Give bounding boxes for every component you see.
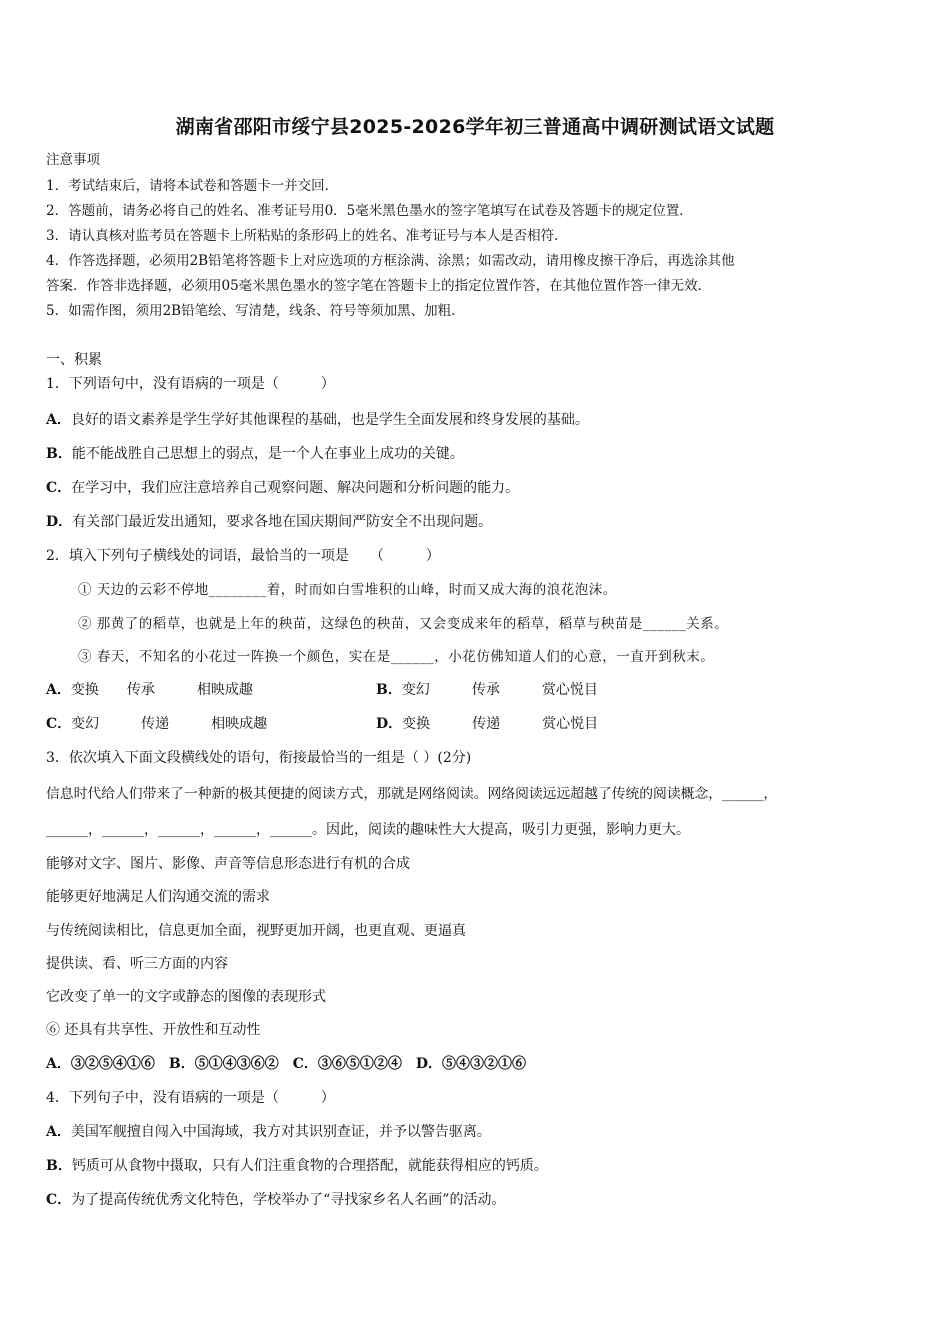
q3-item-6: ⑥ 还具有共享性、开放性和互动性 [46,1022,261,1038]
q3-item-1: 能够对文字、图片、影像、声音等信息形态进行有机的合成 [46,856,410,872]
section-heading: 一、积累 [46,352,102,368]
q3-passage-line-1: 信息时代给人们带来了一种新的极其便捷的阅读方式，那就是网络阅读。网络阅读远远超越了传统的阅读概念，______， [46,786,778,802]
notice-item-1: 1．考试结束后，请将本试卷和答题卡一并交回． [46,178,339,194]
option-letter: A． [46,412,71,428]
q2-option-b [376,680,598,700]
q1-option-c [46,478,519,498]
q1-stem: 1．下列语句中，没有语病的一项是（ ） [46,376,335,392]
option-text: 变换 传递 赏心悦目 [402,716,599,732]
q2-sentence-3: ③ 春天，不知名的小花过一阵换一个颜色，实在是______，小花仿佛知道人们的心意，一直开到秋末。 [78,649,715,665]
notice-item-2: 2．答题前，请务必将自己的姓名、准考证号用0．5毫米黑色墨水的签字笔填写在试卷及答题卡的规定位置． [46,203,693,219]
q2-sentence-1: ① 天边的云彩不停地________着，时而如白雪堆积的山峰，时而又成大海的浪花泡沫。 [78,582,617,598]
q2-stem: 2．填入下列句子横线处的词语，最恰当的一项是 （ ） [46,548,440,564]
q3-item-4: 提供读、看、听三方面的内容 [46,956,228,972]
notice-heading: 注意事项 [46,152,100,168]
notice-item-5: 5．如需作图，须用2B铅笔绘、写清楚，线条、符号等须加黑、加粗． [46,303,465,319]
q3-passage-line-2: ______，______，______，______，______。因此，阅读的趣味性大大提高，吸引力更强，影响力更大。 [46,822,690,838]
q3-stem: 3．依次填入下面文段横线处的语句，衔接最恰当的一组是（ ）(2分) [46,750,472,766]
q2-option-d [376,714,598,734]
option-text: 为了提高传统优秀文化特色，学校举办了“寻找家乡名人名画”的活动。 [71,1192,506,1208]
option-text: 变幻 传承 赏心悦目 [401,682,598,698]
notice-item-4-cont: 答案．作答非选择题，必须用05毫米黑色墨水的签字笔在答题卡上的指定位置作答，在其他位置作答一律无效． [46,278,712,294]
option-letter: B． [376,682,402,698]
option-letter: A． [46,682,71,698]
q4-option-b [46,1156,548,1176]
option-text: 变换 传承 相映成趣 [70,682,253,698]
q4-option-c [46,1190,505,1210]
option-letter: C． [46,716,72,732]
exam-title: 湖南省邵阳市绥宁县2025-2026学年初三普通高中调研测试语文试题 [175,116,775,138]
q3-item-5: 它改变了单一的文字或静态的图像的表现形式 [46,989,326,1005]
option-text: 能不能战胜自己思想上的弱点，是一个人在事业上成功的关键。 [71,446,464,462]
notice-item-4: 4．作答选择题，必须用2B铅笔将答题卡上对应选项的方框涂满、涂黑；如需改动，请用橡皮擦干净后，再选涂其他 [46,253,735,269]
option-letter: B． [46,446,72,462]
option-letter: D． [46,514,73,530]
q1-option-b [46,444,464,464]
option-letter: C． [46,480,72,496]
option-letter: B． [46,1158,72,1174]
q1-option-d [46,512,492,532]
q3-item-3: 与传统阅读相比，信息更加全面，视野更加开阔，也更直观、更逼真 [46,923,466,939]
q2-option-c [46,714,267,734]
option-text: 变幻 传递 相映成趣 [71,716,268,732]
option-text: 在学习中，我们应注意培养自己观察问题、解决问题和分析问题的能力。 [71,480,520,496]
option-text: 钙质可从食物中摄取，只有人们注重食物的合理搭配，就能获得相应的钙质。 [71,1158,548,1174]
q2-sentence-2: ② 那黄了的稻草，也就是上年的秧苗，这绿色的秧苗，又会变成来年的稻草，稻草与秧苗是______关系。 [78,616,729,632]
q1-option-a [46,410,589,430]
option-text: 良好的语文素养是学生学好其他课程的基础，也是学生全面发展和终身发展的基础。 [70,412,589,428]
option-letter: C． [46,1192,72,1208]
q3-item-2: 能够更好地满足人们沟通交流的需求 [46,889,270,905]
q4-stem: 4．下列句子中，没有语病的一项是（ ） [46,1090,335,1106]
q2-option-a [46,680,253,700]
option-letter: A． [46,1124,71,1140]
option-text: 美国军舰擅自闯入中国海域，我方对其识别查证，并予以警告驱离。 [70,1124,491,1140]
option-text: 有关部门最近发出通知，要求各地在国庆期间严防安全不出现问题。 [72,514,493,530]
notice-item-3: 3．请认真核对监考员在答题卡上所粘贴的条形码上的姓名、准考证号与本人是否相符． [46,228,568,244]
option-letter: D． [376,716,403,732]
q3-options: A．③②⑤④①⑥ B．⑤①④③⑥② C．③⑥⑤①②④ D．⑤④③②①⑥ [46,1056,526,1072]
q4-option-a [46,1122,491,1142]
